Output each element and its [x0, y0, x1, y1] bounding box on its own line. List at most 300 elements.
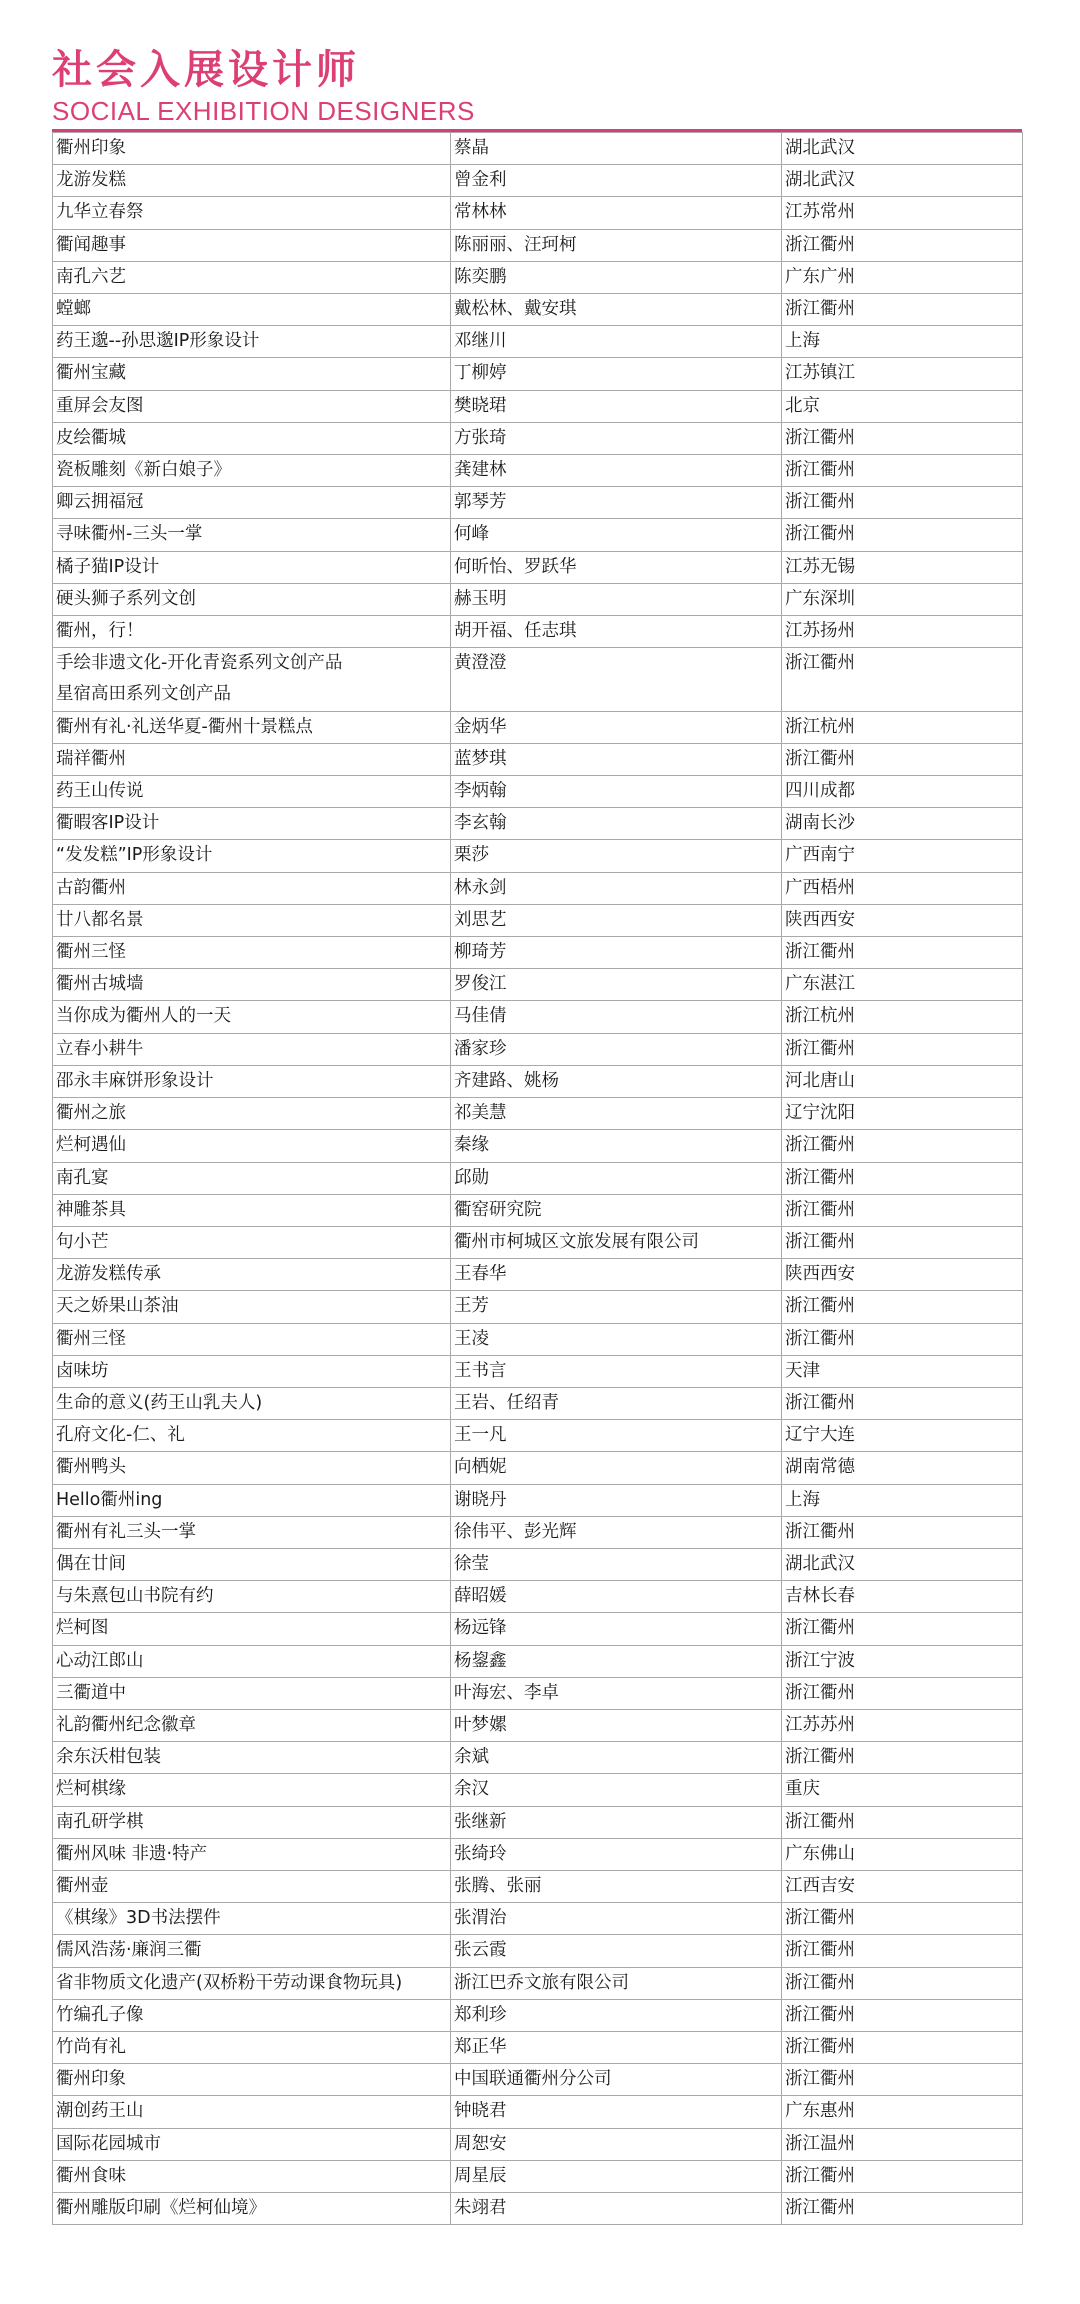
work-title: 竹编孔子像 — [56, 2004, 144, 2025]
table-row — [53, 776, 1023, 808]
work-title: 邵永丰麻饼形象设计 — [56, 1070, 214, 1091]
work-title-cell — [53, 1065, 451, 1097]
work-title: 龙游发糕 — [56, 170, 126, 191]
work-title: 天之娇果山茶油 — [56, 1296, 179, 1317]
designer-name: 徐伟平、彭光辉 — [451, 1516, 782, 1548]
table-row — [53, 455, 1023, 487]
work-title-cell — [53, 937, 451, 969]
work-title-cell — [53, 1774, 451, 1806]
designer-location: 陕西西安 — [782, 904, 1023, 936]
designer-location: 广西南宁 — [782, 840, 1023, 872]
designer-name: 朱翊君 — [451, 2193, 782, 2225]
work-title: 立春小耕牛 — [56, 1038, 144, 1059]
designer-name: 张云霞 — [451, 1935, 782, 1967]
work-title: 瓷板雕刻《新白娘子》 — [56, 460, 231, 481]
designer-location: 浙江衢州 — [782, 1226, 1023, 1258]
work-title: 星宿高田系列文创产品 — [56, 684, 231, 705]
table-row — [53, 2031, 1023, 2063]
designer-name: 潘家珍 — [451, 1033, 782, 1065]
work-title: 瑞祥衢州 — [56, 748, 126, 769]
work-title-cell — [53, 1484, 451, 1516]
table-row — [53, 2160, 1023, 2192]
work-title: 衢州之旅 — [56, 1103, 126, 1124]
designer-name: 郑正华 — [451, 2031, 782, 2063]
table-row — [53, 1098, 1023, 1130]
designer-location: 河北唐山 — [782, 1065, 1023, 1097]
work-title: 古韵衢州 — [56, 877, 126, 898]
table-row — [53, 1613, 1023, 1645]
work-title-cell — [53, 551, 451, 583]
work-title-cell — [53, 743, 451, 775]
table-row — [53, 2193, 1023, 2225]
work-title: 当你成为衢州人的一天 — [56, 1006, 231, 1027]
work-title: 衢闻趣事 — [56, 234, 126, 255]
designer-name: 蔡晶 — [451, 133, 782, 165]
table-row — [53, 2096, 1023, 2128]
table-row — [53, 1484, 1023, 1516]
designer-name: 戴松林、戴安琪 — [451, 294, 782, 326]
table-row — [53, 2064, 1023, 2096]
designer-location: 陕西西安 — [782, 1259, 1023, 1291]
table-row — [53, 1581, 1023, 1613]
work-title: 与朱熹包山书院有约 — [56, 1586, 214, 1607]
designer-location: 湖北武汉 — [782, 165, 1023, 197]
designer-name: 张绮玲 — [451, 1838, 782, 1870]
work-title-cell — [53, 1613, 451, 1645]
table-row — [53, 1130, 1023, 1162]
work-title-cell — [53, 1935, 451, 1967]
work-title-cell — [53, 1130, 451, 1162]
designer-name: 周星辰 — [451, 2160, 782, 2192]
designer-name: 张渭治 — [451, 1903, 782, 1935]
work-title: 橘子猫IP设计 — [56, 556, 160, 577]
table-row — [53, 1903, 1023, 1935]
table-row — [53, 1162, 1023, 1194]
work-title-cell — [53, 326, 451, 358]
table-row — [53, 229, 1023, 261]
work-title: 衢州古城墙 — [56, 974, 144, 995]
designer-name: 赫玉明 — [451, 583, 782, 615]
designer-name: 胡开福、任志琪 — [451, 616, 782, 648]
work-title: 衢州有礼三头一掌 — [56, 1521, 196, 1542]
designer-name: 杨鋆鑫 — [451, 1645, 782, 1677]
designer-location: 浙江衢州 — [782, 1387, 1023, 1419]
designer-name: 周恕安 — [451, 2128, 782, 2160]
designer-name: 浙江巴乔文旅有限公司 — [451, 1967, 782, 1999]
table-row — [53, 1194, 1023, 1226]
designer-location: 浙江衢州 — [782, 1903, 1023, 1935]
work-title-cell — [53, 422, 451, 454]
work-title-cell — [53, 711, 451, 743]
table-row — [53, 261, 1023, 293]
designer-location: 广东广州 — [782, 261, 1023, 293]
designer-name: 金炳华 — [451, 711, 782, 743]
work-title-cell — [53, 2064, 451, 2096]
work-title: 寻味衢州-三头一掌 — [56, 524, 203, 545]
work-title: 衢州，行！ — [56, 621, 144, 642]
designer-name: 向栖妮 — [451, 1452, 782, 1484]
designer-location: 江西吉安 — [782, 1870, 1023, 1902]
designer-location: 浙江衢州 — [782, 1935, 1023, 1967]
work-title-cell — [53, 229, 451, 261]
designer-location: 浙江衢州 — [782, 1194, 1023, 1226]
work-title: 衢州鸭头 — [56, 1457, 126, 1478]
table-row — [53, 1516, 1023, 1548]
work-title-cell — [53, 487, 451, 519]
work-title-cell — [53, 1452, 451, 1484]
table-row — [53, 1742, 1023, 1774]
designer-name: 王书言 — [451, 1355, 782, 1387]
work-title-cell — [53, 808, 451, 840]
work-title: 南孔宴 — [56, 1167, 109, 1188]
designer-name: 张继新 — [451, 1806, 782, 1838]
work-title-cell — [53, 133, 451, 165]
work-title: 螳螂 — [56, 299, 91, 320]
designer-name: 李炳翰 — [451, 776, 782, 808]
designer-name: 齐建路、姚杨 — [451, 1065, 782, 1097]
designer-location: 湖北武汉 — [782, 1548, 1023, 1580]
designer-name: 常林林 — [451, 197, 782, 229]
designer-location: 浙江衢州 — [782, 1323, 1023, 1355]
designer-location: 浙江衢州 — [782, 1516, 1023, 1548]
designer-location: 湖南常德 — [782, 1452, 1023, 1484]
table-row — [53, 133, 1023, 165]
work-title-cell — [53, 294, 451, 326]
work-title: 衢州印象 — [56, 138, 126, 158]
work-title: 衢州宝藏 — [56, 363, 126, 384]
designer-location: 吉林长春 — [782, 1581, 1023, 1613]
designer-name: 徐莹 — [451, 1548, 782, 1580]
work-title: 烂柯图 — [56, 1618, 109, 1639]
table-row — [53, 808, 1023, 840]
designer-location: 浙江衢州 — [782, 455, 1023, 487]
table-row — [53, 1355, 1023, 1387]
designer-location: 浙江衢州 — [782, 1999, 1023, 2031]
designer-location: 天津 — [782, 1355, 1023, 1387]
table-row — [53, 326, 1023, 358]
designer-name: 衢窑研究院 — [451, 1194, 782, 1226]
work-title: 竹尚有礼 — [56, 2036, 126, 2057]
designers-table-body — [53, 133, 1023, 2225]
work-title: 烂柯棋缘 — [56, 1779, 126, 1800]
designer-name: 叶梦嫘 — [451, 1709, 782, 1741]
work-title: 皮绘衢城 — [56, 427, 126, 448]
work-title-cell — [53, 776, 451, 808]
page-title: 社会入展设计师 — [52, 46, 360, 93]
designer-location: 广东深圳 — [782, 583, 1023, 615]
work-title-cell — [53, 583, 451, 615]
work-title: 九华立春祭 — [56, 202, 144, 223]
work-title: 药王邈--孙思邈IP形象设计 — [56, 331, 260, 352]
designer-location: 浙江衢州 — [782, 519, 1023, 551]
designer-name: 李玄翰 — [451, 808, 782, 840]
work-title-cell — [53, 1677, 451, 1709]
work-title-cell — [53, 197, 451, 229]
table-row — [53, 358, 1023, 390]
designer-name: 中国联通衢州分公司 — [451, 2064, 782, 2096]
designer-name: 林永剑 — [451, 872, 782, 904]
work-title: 神雕茶具 — [56, 1199, 126, 1220]
designer-location: 浙江衢州 — [782, 1291, 1023, 1323]
designer-name: 何峰 — [451, 519, 782, 551]
work-title: 《棋缘》3D书法摆件 — [56, 1908, 221, 1929]
table-row — [53, 1709, 1023, 1741]
designer-location: 浙江衢州 — [782, 1677, 1023, 1709]
designer-location: 浙江衢州 — [782, 648, 1023, 711]
work-title: 礼韵衢州纪念徽章 — [56, 1714, 196, 1735]
work-title: 潮创药王山 — [56, 2101, 144, 2122]
work-title: 重屏会友图 — [56, 395, 144, 416]
designer-location: 浙江衢州 — [782, 2193, 1023, 2225]
table-row — [53, 904, 1023, 936]
work-title-cell — [53, 1999, 451, 2031]
designer-name: 丁柳婷 — [451, 358, 782, 390]
work-title-cell — [53, 261, 451, 293]
table-row — [53, 1452, 1023, 1484]
work-title-cell — [53, 1709, 451, 1741]
work-title: 生命的意义(药王山乳夫人) — [56, 1392, 263, 1413]
work-title-cell — [53, 1291, 451, 1323]
table-row — [53, 1291, 1023, 1323]
designer-location: 浙江衢州 — [782, 294, 1023, 326]
work-title: 龙游发糕传承 — [56, 1264, 161, 1285]
designer-location: 浙江衢州 — [782, 1806, 1023, 1838]
designer-location: 广西梧州 — [782, 872, 1023, 904]
designer-location: 辽宁沈阳 — [782, 1098, 1023, 1130]
table-row — [53, 294, 1023, 326]
work-title-cell — [53, 1259, 451, 1291]
table-row — [53, 487, 1023, 519]
designer-name: 罗俊江 — [451, 969, 782, 1001]
designer-location: 浙江宁波 — [782, 1645, 1023, 1677]
work-title: 衢州印象 — [56, 2069, 126, 2090]
table-row — [53, 1548, 1023, 1580]
designer-name: 衢州市柯城区文旅发展有限公司 — [451, 1226, 782, 1258]
work-title: 烂柯遇仙 — [56, 1135, 126, 1156]
designer-name: 叶海宏、李卓 — [451, 1677, 782, 1709]
work-title: 句小芒 — [56, 1231, 109, 1252]
work-title-cell — [53, 1870, 451, 1902]
designer-name: 龚建林 — [451, 455, 782, 487]
work-title-cell — [53, 969, 451, 1001]
designer-location: 重庆 — [782, 1774, 1023, 1806]
designer-name: 邱勋 — [451, 1162, 782, 1194]
designer-name: 王岩、任绍青 — [451, 1387, 782, 1419]
designer-name: 余斌 — [451, 1742, 782, 1774]
work-title-cell — [53, 1226, 451, 1258]
designer-location: 广东惠州 — [782, 2096, 1023, 2128]
work-title: 卤味坊 — [56, 1360, 109, 1381]
designer-name: 柳琦芳 — [451, 937, 782, 969]
designer-location: 湖北武汉 — [782, 133, 1023, 165]
table-row — [53, 1870, 1023, 1902]
work-title-cell — [53, 840, 451, 872]
designer-location: 浙江衢州 — [782, 743, 1023, 775]
work-title-cell — [53, 648, 451, 711]
work-title: 偶在廿间 — [56, 1553, 126, 1574]
designer-location: 浙江衢州 — [782, 487, 1023, 519]
designer-name: 王春华 — [451, 1259, 782, 1291]
work-title-cell — [53, 1001, 451, 1033]
work-title-cell — [53, 1806, 451, 1838]
designers-table — [52, 132, 1023, 2225]
designer-name: 蓝梦琪 — [451, 743, 782, 775]
designer-name: 刘思艺 — [451, 904, 782, 936]
designer-name: 王芳 — [451, 1291, 782, 1323]
work-title-cell — [53, 1967, 451, 1999]
designer-location: 浙江衢州 — [782, 1742, 1023, 1774]
work-title-cell — [53, 1903, 451, 1935]
work-title: 衢州有礼·礼送华夏-衢州十景糕点 — [56, 716, 313, 737]
table-row — [53, 390, 1023, 422]
table-row — [53, 711, 1023, 743]
table-row — [53, 1065, 1023, 1097]
table-row — [53, 1033, 1023, 1065]
work-title: 硬头狮子系列文创 — [56, 588, 196, 609]
table-row — [53, 1226, 1023, 1258]
designer-location: 四川成都 — [782, 776, 1023, 808]
work-title-cell — [53, 1162, 451, 1194]
table-row — [53, 1967, 1023, 1999]
table-row — [53, 1387, 1023, 1419]
work-title-cell — [53, 1838, 451, 1870]
table-row — [53, 937, 1023, 969]
work-title-cell — [53, 1645, 451, 1677]
designer-location: 浙江衢州 — [782, 2031, 1023, 2063]
designer-location: 江苏扬州 — [782, 616, 1023, 648]
work-title: 衢州雕版印刷《烂柯仙境》 — [56, 2198, 266, 2218]
table-row — [53, 1838, 1023, 1870]
table-row — [53, 616, 1023, 648]
designer-name: 陈丽丽、汪珂柯 — [451, 229, 782, 261]
work-title-cell — [53, 390, 451, 422]
work-title-cell — [53, 1194, 451, 1226]
table-row — [53, 1935, 1023, 1967]
designer-location: 浙江衢州 — [782, 229, 1023, 261]
designer-location: 江苏苏州 — [782, 1709, 1023, 1741]
table-row — [53, 969, 1023, 1001]
designer-name: 郑利珍 — [451, 1999, 782, 2031]
table-row — [53, 1645, 1023, 1677]
designer-name: 祁美慧 — [451, 1098, 782, 1130]
designer-name: 曾金利 — [451, 165, 782, 197]
work-title-cell — [53, 1355, 451, 1387]
table-row — [53, 743, 1023, 775]
work-title: 卿云拥福冠 — [56, 492, 144, 513]
table-row — [53, 1999, 1023, 2031]
work-title: 余东沃柑包装 — [56, 1747, 161, 1768]
designer-name: 何昕怡、罗跃华 — [451, 551, 782, 583]
work-title: 省非物质文化遗产(双桥粉干劳动课食物玩具) — [56, 1972, 403, 1993]
designer-location: 广东湛江 — [782, 969, 1023, 1001]
work-title-cell — [53, 1098, 451, 1130]
work-title-cell — [53, 2128, 451, 2160]
work-title: Hello衢州ing — [56, 1489, 163, 1510]
designer-name: 钟晓君 — [451, 2096, 782, 2128]
designer-name: 樊晓珺 — [451, 390, 782, 422]
designer-location: 浙江衢州 — [782, 422, 1023, 454]
table-row — [53, 1677, 1023, 1709]
designer-name: 杨远锋 — [451, 1613, 782, 1645]
work-title: 廿八都名景 — [56, 909, 144, 930]
work-title: 心动江郎山 — [56, 1650, 144, 1671]
designer-location: 辽宁大连 — [782, 1420, 1023, 1452]
designer-name: 马佳倩 — [451, 1001, 782, 1033]
table-row — [53, 872, 1023, 904]
work-title-cell — [53, 1033, 451, 1065]
table-row — [53, 1259, 1023, 1291]
work-title-cell — [53, 1387, 451, 1419]
work-title-cell — [53, 1516, 451, 1548]
work-title: “发发糕”IP形象设计 — [56, 845, 213, 866]
designer-location: 上海 — [782, 326, 1023, 358]
designer-name: 余汉 — [451, 1774, 782, 1806]
table-row — [53, 422, 1023, 454]
designer-name: 黄澄澄 — [451, 648, 782, 711]
work-title-cell — [53, 2096, 451, 2128]
work-title-cell — [53, 2160, 451, 2192]
work-title: 国际花园城市 — [56, 2133, 161, 2154]
table-row — [53, 551, 1023, 583]
work-title: 衢州三怪 — [56, 1328, 126, 1349]
work-title: 药王山传说 — [56, 781, 144, 802]
table-row — [53, 197, 1023, 229]
designer-location: 湖南长沙 — [782, 808, 1023, 840]
work-title-cell — [53, 1742, 451, 1774]
designer-location: 浙江衢州 — [782, 937, 1023, 969]
designer-location: 浙江杭州 — [782, 711, 1023, 743]
work-title-cell — [53, 1581, 451, 1613]
work-title-cell — [53, 358, 451, 390]
table-row — [53, 1420, 1023, 1452]
page-header — [52, 44, 1022, 126]
work-title: 衢州风味 非遗·特产 — [56, 1843, 208, 1864]
designer-location: 浙江杭州 — [782, 1001, 1023, 1033]
designer-name: 王凌 — [451, 1323, 782, 1355]
designer-name: 邓继川 — [451, 326, 782, 358]
designer-location: 浙江温州 — [782, 2128, 1023, 2160]
work-title: 衢州三怪 — [56, 942, 126, 963]
work-title-cell — [53, 455, 451, 487]
page-subtitle: SOCIAL EXHIBITION DESIGNERS — [52, 96, 475, 126]
designer-location: 上海 — [782, 1484, 1023, 1516]
designer-name: 方张琦 — [451, 422, 782, 454]
designer-location: 浙江衢州 — [782, 1033, 1023, 1065]
designer-name: 张腾、张丽 — [451, 1870, 782, 1902]
table-row — [53, 840, 1023, 872]
work-title: 南孔研学棋 — [56, 1811, 144, 1832]
designer-location: 江苏镇江 — [782, 358, 1023, 390]
work-title-cell — [53, 904, 451, 936]
work-title: 儒风浩荡·廉润三衢 — [56, 1940, 202, 1961]
table-row — [53, 648, 1023, 711]
work-title-cell — [53, 1548, 451, 1580]
designer-location: 浙江衢州 — [782, 1967, 1023, 1999]
designer-location: 江苏无锡 — [782, 551, 1023, 583]
work-title: 衢暇客IP设计 — [56, 813, 160, 834]
designer-name: 王一凡 — [451, 1420, 782, 1452]
table-row — [53, 519, 1023, 551]
table-row — [53, 583, 1023, 615]
table-row — [53, 1001, 1023, 1033]
work-title: 三衢道中 — [56, 1682, 126, 1703]
work-title-cell — [53, 165, 451, 197]
work-title-cell — [53, 2193, 451, 2225]
designer-location: 江苏常州 — [782, 197, 1023, 229]
designer-name: 薛昭媛 — [451, 1581, 782, 1613]
work-title-cell — [53, 872, 451, 904]
designer-name: 谢晓丹 — [451, 1484, 782, 1516]
